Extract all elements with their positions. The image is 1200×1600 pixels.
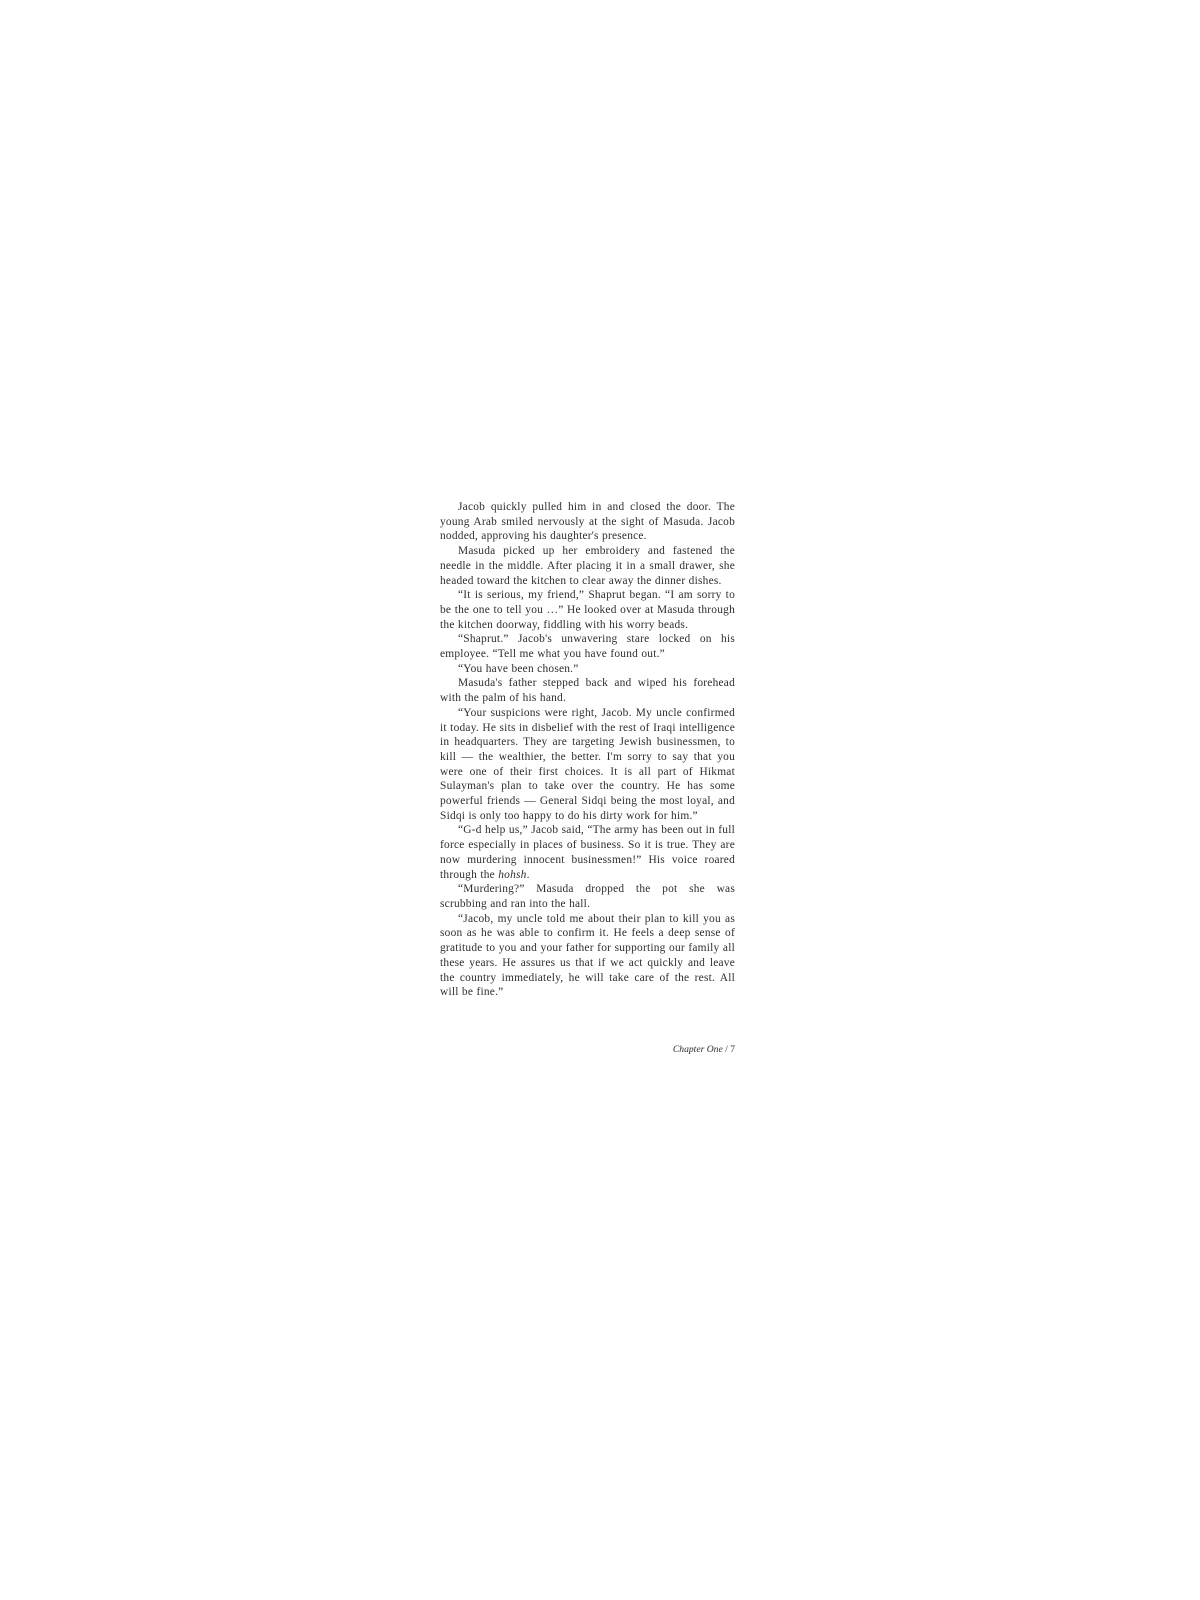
footer-chapter-label: Chapter One [672,1044,723,1055]
paragraph: Jacob quickly pulled him in and closed the door. The young Arab smiled nervously at the sight of Masuda. Jacob nodded, approving his daughter's presence. [440,501,735,543]
paragraph: “Shaprut.” Jacob's unwavering stare locked on his employee. “Tell me what you have found out.” [440,633,735,661]
italic-term-hohsh: hohsh [498,868,527,881]
paragraph: “Your suspicions were right, Jacob. My uncle confirmed it today. He sits in disbelief with the rest of Iraqi intelligence in headquarters. They are targeting Jewish businessmen, to kill — the wealthier, the better. I'm sorry to say that you were one of their first choices. It is all part of Hikmat Sulayman's plan to take over the country. He has some powerful friends — General Sidqi being the most loyal, and Sidqi is only too happy to do his dirty work for him.” [440,706,735,822]
page-footer [440,1044,735,1056]
paragraph-tail: . [526,868,530,881]
body-text-column [440,500,735,1000]
paragraph-text: “G-d help us,” Jacob said, “The army has been out in full force especially in places of business. So it is true. They are now murdering innocent businessmen!” His voice roared through the [440,824,735,881]
footer-page-number: 7 [730,1044,735,1055]
paragraph: “Jacob, my uncle told me about their plan to kill you as soon as he was able to confirm it. He feels a deep sense of gratitude to you and your father for supporting our family all these years. He assures us that if we act quickly and leave the country immediately, he will take care of the rest. All will be fine.” [440,912,735,999]
paragraph: Masuda's father stepped back and wiped his forehead with the palm of his hand. [440,677,735,705]
paragraph: “Murdering?” Masuda dropped the pot she was scrubbing and ran into the hall. [440,883,735,910]
paragraph: Masuda picked up her embroidery and fastened the needle in the middle. After placing it in a small drawer, she headed toward the kitchen to clear away the dinner dishes. [440,545,735,587]
footer-separator: / [722,1044,731,1055]
paragraph: “It is serious, my friend,” Shaprut began. “I am sorry to be the one to tell you …” He looked over at Masuda through the kitchen doorway, fiddling with his worry beads. [440,589,735,631]
paragraph: “You have been chosen.” [458,662,579,675]
paragraph-with-italic-term [440,823,735,882]
